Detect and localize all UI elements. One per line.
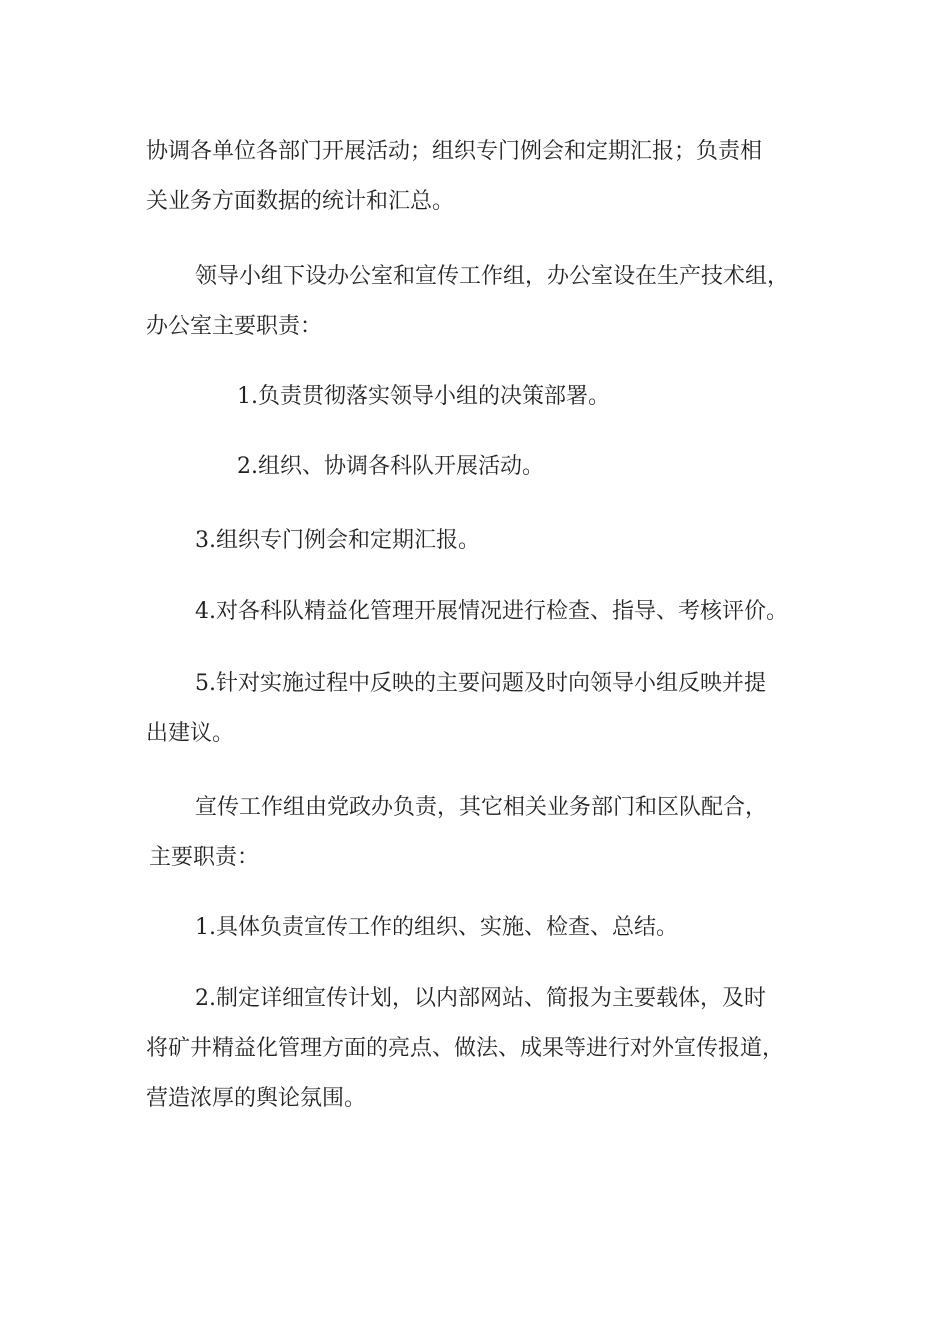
paragraph-line: 关业务方面数据的统计和汇总。 bbox=[146, 189, 455, 214]
paragraph-line: 领导小组下设办公室和宣传工作组，办公室设在生产技术组， bbox=[195, 264, 790, 289]
paragraph-line: 主要职责： bbox=[149, 845, 260, 870]
list-item: 3.组织专门例会和定期汇报。 bbox=[195, 528, 480, 553]
paragraph-line: 办公室主要职责： bbox=[146, 314, 323, 339]
paragraph-line: 将矿井精益化管理方面的亮点、做法、成果等进行对外宣传报道， bbox=[146, 1036, 785, 1061]
paragraph-line: 宣传工作组由党政办负责，其它相关业务部门和区队配合， bbox=[195, 795, 768, 820]
paragraph-line: 营造浓厚的舆论氛围。 bbox=[146, 1086, 367, 1111]
list-item: 2.组织、协调各科队开展活动。 bbox=[237, 454, 544, 479]
list-item: 1.具体负责宣传工作的组织、实施、检查、总结。 bbox=[195, 915, 678, 940]
paragraph-line: 协调各单位各部门开展活动；组织专门例会和定期汇报；负责相 bbox=[146, 139, 763, 164]
list-item: 4.对各科队精益化管理开展情况进行检查、指导、考核评价。 bbox=[195, 599, 788, 624]
list-item: 5.针对实施过程中反映的主要问题及时向领导小组反映并提 bbox=[195, 671, 766, 696]
list-item: 2.制定详细宣传计划，以内部网站、简报为主要载体，及时 bbox=[195, 986, 766, 1011]
list-item: 1.负责贯彻落实领导小组的决策部署。 bbox=[237, 384, 610, 409]
paragraph-line: 出建议。 bbox=[146, 721, 235, 746]
